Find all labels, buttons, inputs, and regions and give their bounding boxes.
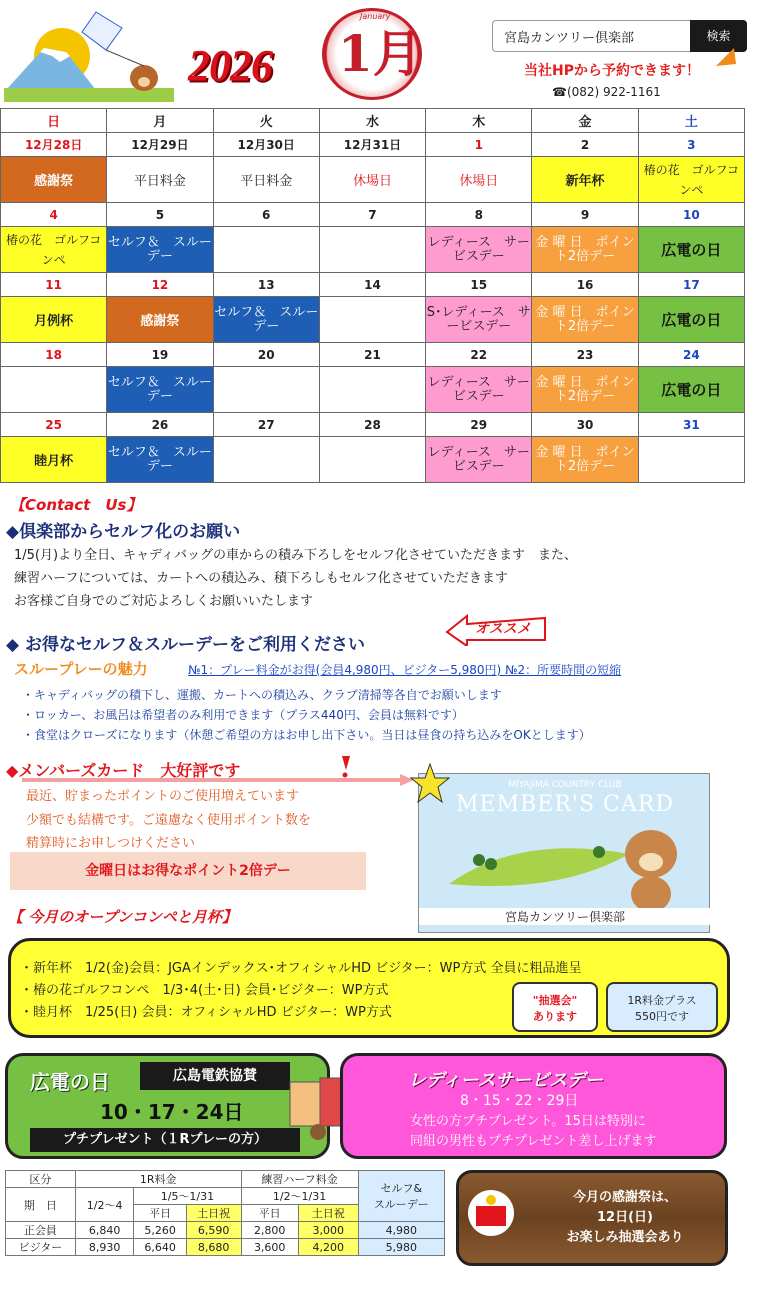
date-cell: 3	[638, 133, 744, 157]
through-rule: ・食堂はクローズになります（休憩ご希望の方はお申し出下さい。当日は昼食の持ち込みをOKとします）	[22, 728, 591, 742]
date-cell: 24	[638, 343, 744, 367]
price-cell: 8,930	[75, 1239, 134, 1256]
fee-plus-line2: 550円です	[635, 1010, 689, 1023]
event-cell: セルフ＆ スルーデー	[213, 297, 319, 343]
price-cell: 1/2～4	[75, 1188, 134, 1222]
date-cell: 6	[213, 203, 319, 227]
date-row	[1, 203, 745, 227]
month-subtitle: January	[360, 12, 391, 21]
members-card-image	[418, 773, 710, 933]
price-cell: 3,600	[241, 1239, 298, 1256]
event-cell: セルフ＆ スルーデー	[107, 367, 213, 413]
lottery-box-icon	[466, 1188, 516, 1238]
event-cell: 月例杯	[1, 297, 107, 343]
through-appeal-title: スループレーの魅力	[14, 660, 148, 678]
price-cell: 1/5～1/31	[134, 1188, 241, 1205]
price-cell: 6,590	[186, 1222, 241, 1239]
price-cell: 土日祝	[298, 1205, 358, 1222]
price-self-header	[358, 1171, 444, 1222]
date-cell: 21	[319, 343, 425, 367]
date-cell: 25	[1, 413, 107, 437]
date-cell: 19	[107, 343, 213, 367]
lottery-badge-line1: "抽選会"	[532, 994, 578, 1007]
price-cell: 練習ハーフ料金	[241, 1171, 358, 1188]
calendar-table	[0, 108, 745, 483]
date-cell: 22	[426, 343, 532, 367]
fee-plus-line1: 1R料金プラス	[627, 994, 697, 1007]
price-header-row	[6, 1171, 445, 1188]
date-cell: 12月28日	[1, 133, 107, 157]
weekday-fri: 金	[532, 109, 638, 133]
competitions-title: 【 今月のオープンコンペと月杯】	[8, 908, 237, 926]
date-cell: 16	[532, 273, 638, 297]
date-cell: 31	[638, 413, 744, 437]
event-cell: 休場日	[426, 157, 532, 203]
event-row	[1, 437, 745, 483]
weekday-header-row	[1, 109, 745, 133]
thanks-day-date: 12日(日)	[597, 1210, 653, 1225]
contact-title: 【Contact Us】	[10, 496, 142, 514]
date-cell: 12月29日	[107, 133, 213, 157]
exclamation-icon	[338, 756, 352, 778]
price-cell: 8,680	[186, 1239, 241, 1256]
price-cell: 6,640	[134, 1239, 186, 1256]
date-cell: 1	[426, 133, 532, 157]
self-request-line: 1/5(月)より全日、キャディバッグの車からの積み下ろしをセルフ化させていただきます また、	[14, 548, 578, 563]
through-rule: ・ロッカー、お風呂は希望者のみ利用できます（プラス440円、会員は無料です）	[22, 708, 464, 722]
event-cell: 感謝祭	[1, 157, 107, 203]
month-title: 1月	[338, 24, 423, 83]
price-self-h1: セルフ&	[380, 1182, 423, 1195]
date-cell: 30	[532, 413, 638, 437]
through-appeal-detail: №1：プレー料金がお得(会員4,980円、ビジター5,980円) №2：所要時間の短縮	[188, 663, 622, 677]
event-cell: セルフ＆ スルーデー	[107, 227, 213, 273]
ladies-day-line: 女性の方プチプレゼント。15日は特別に	[410, 1114, 646, 1129]
date-cell: 27	[213, 413, 319, 437]
recommend-badge	[445, 612, 549, 646]
event-cell: 広電の日	[638, 227, 744, 273]
self-request-line: 練習ハーフについては、カートへの積込み、積下ろしもセルフ化させていただきます	[14, 571, 508, 586]
weekday-thu: 木	[426, 109, 532, 133]
reservation-note[interactable]: 当社HPから予約できます！	[524, 63, 700, 79]
event-cell: 休場日	[319, 157, 425, 203]
ladies-day-line: 同組の男性もプチプレゼント差し上げます	[410, 1134, 657, 1149]
competition-line: ・椿の花ゴルフコンペ 1/3･4(土･日) 会員･ビジター：WP方式	[20, 983, 389, 998]
event-cell: 睦月杯	[1, 437, 107, 483]
date-cell: 8	[426, 203, 532, 227]
event-cell: 椿の花 ゴルフコンペ	[638, 157, 744, 203]
cursor-arrow-icon	[712, 44, 742, 70]
date-cell: 29	[426, 413, 532, 437]
price-self-h2: スルーデー	[373, 1198, 429, 1211]
event-row	[1, 367, 745, 413]
date-cell: 7	[319, 203, 425, 227]
price-cell: 5,260	[134, 1222, 186, 1239]
price-cell: 区分	[6, 1171, 76, 1188]
date-cell: 28	[319, 413, 425, 437]
event-cell: レディース サービスデー	[426, 437, 532, 483]
price-cell: 平日	[134, 1205, 186, 1222]
event-cell	[319, 437, 425, 483]
date-cell: 2	[532, 133, 638, 157]
date-cell: 23	[532, 343, 638, 367]
ladies-day-dates: 8・15・22・29日	[460, 1093, 579, 1109]
hiroden-day-title: 広電の日	[30, 1070, 110, 1094]
event-cell: セルフ＆ スルーデー	[107, 437, 213, 483]
event-row	[1, 157, 745, 203]
members-card-line: 精算時にお申しつけください	[26, 836, 196, 851]
star-mascot-icon	[410, 762, 450, 808]
weekday-mon: 月	[107, 109, 213, 133]
thanks-day-line: 今月の感謝祭は、	[572, 1190, 677, 1205]
date-row	[1, 133, 745, 157]
date-cell: 12	[107, 273, 213, 297]
date-cell: 20	[213, 343, 319, 367]
price-cell: 6,840	[75, 1222, 134, 1239]
fuji-sunrise-illustration	[4, 10, 184, 102]
weekday-tue: 火	[213, 109, 319, 133]
weekday-sun: 日	[1, 109, 107, 133]
date-row	[1, 343, 745, 367]
event-cell: S･レディース サービスデー	[426, 297, 532, 343]
friday-points-banner: 金曜日はお得なポイント2倍デー	[10, 852, 366, 890]
event-cell: 新年杯	[532, 157, 638, 203]
event-cell	[638, 437, 744, 483]
price-cell: 期 日	[6, 1188, 76, 1222]
hiroden-sponsor: 広島電鉄協賛	[140, 1062, 290, 1090]
price-row	[6, 1239, 445, 1256]
date-cell: 9	[532, 203, 638, 227]
price-row	[6, 1222, 445, 1239]
price-cell: 2,800	[241, 1222, 298, 1239]
event-cell: 平日料金	[213, 157, 319, 203]
event-cell: 椿の花 ゴルフコンペ	[1, 227, 107, 273]
price-cell: 5,980	[358, 1239, 444, 1256]
event-row	[1, 297, 745, 343]
self-request-line: お客様ご自身でのご対応よろしくお願いいたします	[14, 594, 314, 609]
card-club-small: MIYAJIMA COUNTRY CLUB	[508, 780, 622, 790]
lottery-badge	[512, 982, 598, 1032]
date-row	[1, 273, 745, 297]
card-title: MEMBER'S CARD	[456, 792, 674, 817]
weekday-sat: 土	[638, 109, 744, 133]
date-cell: 12月30日	[213, 133, 319, 157]
event-cell: 金 曜 日 ポイント2倍デー	[532, 227, 638, 273]
card-club-name: 宮島カンツリー倶楽部	[419, 908, 711, 925]
event-cell	[319, 367, 425, 413]
deer-mascot-icon	[611, 814, 691, 914]
members-card-line: 最近、貯まったポイントのご使用増えています	[26, 789, 300, 804]
hiroden-gift: プチプレゼント（１Rプレーの方）	[30, 1128, 300, 1152]
thanks-day-line: お楽しみ抽選会あり	[566, 1230, 684, 1245]
through-day-title: ◆ お得なセルフ＆スルーデーをご利用ください	[6, 635, 365, 655]
year-title: 2026	[188, 41, 272, 90]
competition-line: ・新年杯 1/2(金)会員：JGAインデックス･オフィシャルHD ビジター：WP方式 全員に粗品進呈	[20, 961, 582, 976]
date-cell: 11	[1, 273, 107, 297]
event-cell	[1, 367, 107, 413]
fee-plus-badge	[606, 982, 718, 1032]
date-cell: 5	[107, 203, 213, 227]
price-table	[5, 1170, 445, 1256]
members-card-title: ◆メンバーズカード 大好評です	[6, 761, 241, 780]
price-cell: 平日	[241, 1205, 298, 1222]
price-cell: 正会員	[6, 1222, 76, 1239]
date-row	[1, 413, 745, 437]
event-cell	[319, 227, 425, 273]
recommend-label: オススメ	[475, 621, 531, 637]
event-cell: 金 曜 日 ポイント2倍デー	[532, 297, 638, 343]
event-cell: 感謝祭	[107, 297, 213, 343]
self-request-title: ◆倶楽部からセルフ化のお願い	[6, 522, 241, 542]
price-cell: ビジター	[6, 1239, 76, 1256]
price-cell: 土日祝	[186, 1205, 241, 1222]
event-cell: 金 曜 日 ポイント2倍デー	[532, 437, 638, 483]
competition-line: ・睦月杯 1/25(日) 会員：オフィシャルHD ビジター：WP方式	[20, 1005, 392, 1020]
ladies-day-title: レディースサービスデー	[408, 1070, 603, 1091]
event-cell: 平日料金	[107, 157, 213, 203]
event-cell	[213, 367, 319, 413]
date-cell: 12月31日	[319, 133, 425, 157]
date-cell: 13	[213, 273, 319, 297]
date-cell: 4	[1, 203, 107, 227]
search-button[interactable]: 検索	[690, 20, 747, 52]
date-cell: 14	[319, 273, 425, 297]
event-cell: レディース サービスデー	[426, 227, 532, 273]
date-cell: 18	[1, 343, 107, 367]
search-input-text: 宮島カンツリー倶楽部	[504, 31, 635, 46]
members-card-line: 少額でも結構です。ご遠慮なく使用ポイント数を	[26, 813, 311, 828]
golf-course-icon	[439, 824, 639, 904]
event-cell: 広電の日	[638, 297, 744, 343]
weekday-wed: 水	[319, 109, 425, 133]
event-cell	[213, 227, 319, 273]
event-row	[1, 227, 745, 273]
price-cell: 1R料金	[75, 1171, 241, 1188]
price-cell: 1/2～1/31	[241, 1188, 358, 1205]
event-cell	[213, 437, 319, 483]
date-cell: 15	[426, 273, 532, 297]
through-rule: ・キャディバッグの積下し、運搬、カートへの積込み、クラブ清掃等各自でお願いします	[22, 688, 502, 702]
event-cell: 広電の日	[638, 367, 744, 413]
price-cell: 4,200	[298, 1239, 358, 1256]
date-cell: 10	[638, 203, 744, 227]
price-cell: 3,000	[298, 1222, 358, 1239]
hiroden-dates: 10・17・24日	[100, 1100, 244, 1124]
date-cell: 26	[107, 413, 213, 437]
lottery-badge-line2: あります	[533, 1010, 577, 1023]
phone-number: ☎(082) 922-1161	[552, 85, 661, 99]
event-cell	[319, 297, 425, 343]
event-cell: 金 曜 日 ポイント2倍デー	[532, 367, 638, 413]
price-cell: 4,980	[358, 1222, 444, 1239]
event-cell: レディース サービスデー	[426, 367, 532, 413]
date-cell: 17	[638, 273, 744, 297]
